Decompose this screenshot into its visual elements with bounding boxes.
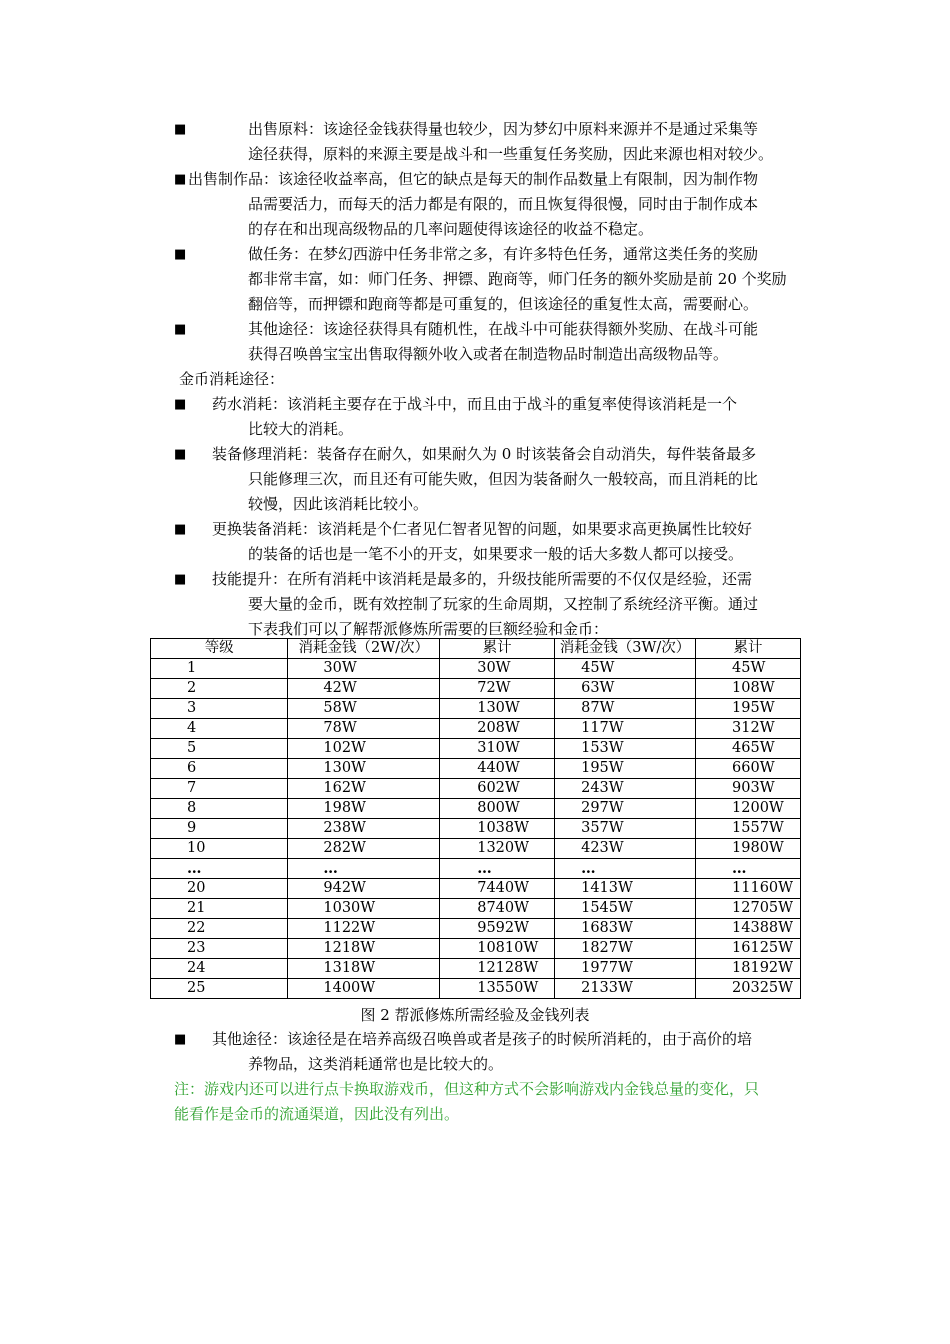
table-cell: 9592W — [440, 919, 555, 939]
consume-item-potion: 药水消耗：该消耗主要存在于战斗中，而且由于战斗的重复率使得该消耗是一个 比较大的消耗。 — [212, 395, 738, 438]
earn-item-sell-materials: 出售原料：该途径金钱获得量也较少，因为梦幻中原料来源并不是通过采集等 途径获得，原料的来源主要是战斗和一些重复任务奖励，因此来源也相对较少。 — [248, 120, 774, 163]
table-cell: 20325W — [696, 979, 801, 999]
consume-item-skill: 技能提升：在所有消耗中该消耗是最多的，升级技能所需要的不仅仅是经验，还需 要大量的金币，既有效控制了玩家的生命周期，又控制了系统经济平衡。通过 下表我们可以了解帮派修炼所需要的巨额经验和金币： — [212, 570, 759, 638]
table-header-row — [151, 639, 801, 659]
table-cell: 102W — [288, 739, 440, 759]
table-cell: 1400W — [288, 979, 440, 999]
bullet-icon: ■ — [174, 522, 187, 537]
table-cell: 1030W — [288, 899, 440, 919]
table-cell: 1320W — [440, 839, 555, 859]
table-cell: 297W — [555, 799, 696, 819]
table-cell: 130W — [288, 759, 440, 779]
table-cell: 21 — [151, 899, 288, 919]
table-cell: 30W — [440, 659, 555, 679]
table-cell: 208W — [440, 719, 555, 739]
table-row — [151, 939, 801, 959]
table-cell: 1200W — [696, 799, 801, 819]
table-cell: … — [696, 859, 801, 879]
table-cell: 24 — [151, 959, 288, 979]
bullet-icon: ■ — [174, 172, 187, 187]
consume-item-replace-equipment: 更换装备消耗：该消耗是个仁者见仁智者见智的问题，如果要求高更换属性比较好 的装备的话也是一笔不小的开支，如果要求一般的话大多数人都可以接受。 — [212, 520, 753, 563]
table-row — [151, 839, 801, 859]
table-cell: … — [151, 859, 288, 879]
table-cell: 23 — [151, 939, 288, 959]
earn-item-other: 其他途径：该途径获得具有随机性，在战斗中可能获得额外奖励、在战斗可能 获得召唤兽宝宝出售取得额外收入或者在制造物品时制造出高级物品等。 — [248, 320, 759, 363]
table-cell: 63W — [555, 679, 696, 699]
bullet-icon: ■ — [174, 322, 187, 337]
table-cell: 3 — [151, 699, 288, 719]
table-row — [151, 859, 801, 879]
table-cell: 310W — [440, 739, 555, 759]
table-cell: 11160W — [696, 879, 801, 899]
table-cell: 312W — [696, 719, 801, 739]
table-cell: 1827W — [555, 939, 696, 959]
bullet-icon: ■ — [174, 397, 187, 412]
header-total-3w: 累计 — [696, 639, 801, 659]
table-cell: 1218W — [288, 939, 440, 959]
table-row — [151, 819, 801, 839]
table-body — [151, 659, 801, 999]
table-cell: 45W — [696, 659, 801, 679]
table-cell: 198W — [288, 799, 440, 819]
table-cell: 602W — [440, 779, 555, 799]
table-cell: 162W — [288, 779, 440, 799]
table-cell: 10 — [151, 839, 288, 859]
table-caption: 图 2 帮派修炼所需经验及金钱列表 — [360, 1006, 590, 1024]
table-row — [151, 719, 801, 739]
table-cell: 1977W — [555, 959, 696, 979]
table-row — [151, 959, 801, 979]
table-cell: 13550W — [440, 979, 555, 999]
table-row — [151, 739, 801, 759]
table-row — [151, 659, 801, 679]
table-cell: 18192W — [696, 959, 801, 979]
bullet-icon: ■ — [174, 572, 187, 587]
table-cell: 440W — [440, 759, 555, 779]
table-cell: 1038W — [440, 819, 555, 839]
table-cell: 1122W — [288, 919, 440, 939]
table-cell: 800W — [440, 799, 555, 819]
table-cell: 12128W — [440, 959, 555, 979]
header-cost-3w: 消耗金钱（3W/次） — [555, 639, 696, 659]
table-cell: 238W — [288, 819, 440, 839]
header-level: 等级 — [151, 639, 288, 659]
guild-training-table — [150, 638, 801, 999]
table-cell: 117W — [555, 719, 696, 739]
table-cell: 7 — [151, 779, 288, 799]
table-cell: 5 — [151, 739, 288, 759]
table-cell: 1545W — [555, 899, 696, 919]
table-cell: 465W — [696, 739, 801, 759]
table-cell: 14388W — [696, 919, 801, 939]
table-cell: 25 — [151, 979, 288, 999]
note-text: 注：游戏内还可以进行点卡换取游戏币，但这种方式不会影响游戏内金钱总量的变化，只 能看作是金币的流通渠道，因此没有列出。 — [174, 1080, 760, 1123]
table-cell: 78W — [288, 719, 440, 739]
table-cell: 42W — [288, 679, 440, 699]
bullet-icon: ■ — [174, 1032, 187, 1047]
table-cell: 1683W — [555, 919, 696, 939]
table-cell: … — [288, 859, 440, 879]
table-row — [151, 679, 801, 699]
table-cell: 195W — [696, 699, 801, 719]
table-cell: 1413W — [555, 879, 696, 899]
header-total-2w: 累计 — [440, 639, 555, 659]
consume-item-other: 其他途径：该途径是在培养高级召唤兽或者是孩子的时候所消耗的，由于高价的培 养物品，这类消耗通常也是比较大的。 — [212, 1030, 753, 1073]
bullet-icon: ■ — [174, 122, 187, 137]
consume-heading: 金币消耗途径： — [179, 370, 285, 388]
table-cell: 7440W — [440, 879, 555, 899]
table-row — [151, 759, 801, 779]
table-cell: 243W — [555, 779, 696, 799]
table-cell: 1980W — [696, 839, 801, 859]
table-cell: … — [555, 859, 696, 879]
table-cell: 4 — [151, 719, 288, 739]
table-cell: 72W — [440, 679, 555, 699]
table-cell: 195W — [555, 759, 696, 779]
table-cell: 153W — [555, 739, 696, 759]
table-cell: 2 — [151, 679, 288, 699]
table-cell: 1557W — [696, 819, 801, 839]
bullet-icon: ■ — [174, 247, 187, 262]
table-cell: 8740W — [440, 899, 555, 919]
table-cell: 20 — [151, 879, 288, 899]
table-cell: … — [440, 859, 555, 879]
table-cell: 282W — [288, 839, 440, 859]
table-cell: 130W — [440, 699, 555, 719]
table-cell: 6 — [151, 759, 288, 779]
table-cell: 45W — [555, 659, 696, 679]
table-row — [151, 879, 801, 899]
table-row — [151, 799, 801, 819]
table-row — [151, 699, 801, 719]
table-cell: 942W — [288, 879, 440, 899]
table-cell: 10810W — [440, 939, 555, 959]
bullet-icon: ■ — [174, 447, 187, 462]
table-cell: 16125W — [696, 939, 801, 959]
table-row — [151, 919, 801, 939]
table-cell: 1 — [151, 659, 288, 679]
table-cell: 423W — [555, 839, 696, 859]
table-row — [151, 779, 801, 799]
earn-item-tasks: 做任务：在梦幻西游中任务非常之多，有许多特色任务，通常这类任务的奖励 都非常丰富，如：师门任务、押镖、跑商等，师门任务的额外奖励是前 20 个奖励 翻倍等，而押镖和跑商等都是可重复的，但该途径的重复性太高，需要耐心。 — [248, 245, 787, 313]
table-cell: 9 — [151, 819, 288, 839]
table-cell: 1318W — [288, 959, 440, 979]
table-cell: 30W — [288, 659, 440, 679]
table-cell: 903W — [696, 779, 801, 799]
table-cell: 357W — [555, 819, 696, 839]
earn-item-sell-products: 出售制作品：该途径收益率高，但它的缺点是每天的制作品数量上有限制，因为制作物 品需要活力，而每天的活力都是有限的，而且恢复得很慢，同时由于制作成本 的存在和出现高级物品的几率问题使得该途径的收益不稳定。 — [188, 170, 759, 238]
table-cell: 22 — [151, 919, 288, 939]
table-cell: 2133W — [555, 979, 696, 999]
header-cost-2w: 消耗金钱（2W/次） — [288, 639, 440, 659]
table-cell: 108W — [696, 679, 801, 699]
table-cell: 58W — [288, 699, 440, 719]
table-row — [151, 899, 801, 919]
table-cell: 12705W — [696, 899, 801, 919]
table-row — [151, 979, 801, 999]
table-cell: 660W — [696, 759, 801, 779]
table-cell: 87W — [555, 699, 696, 719]
table-cell: 8 — [151, 799, 288, 819]
consume-item-repair: 装备修理消耗：装备存在耐久，如果耐久为 0 时该装备会自动消失，每件装备最多 只能修理三次，而且还有可能失败，但因为装备耐久一般较高，而且消耗的比 较慢，因此该消耗比较小。 — [212, 445, 759, 513]
